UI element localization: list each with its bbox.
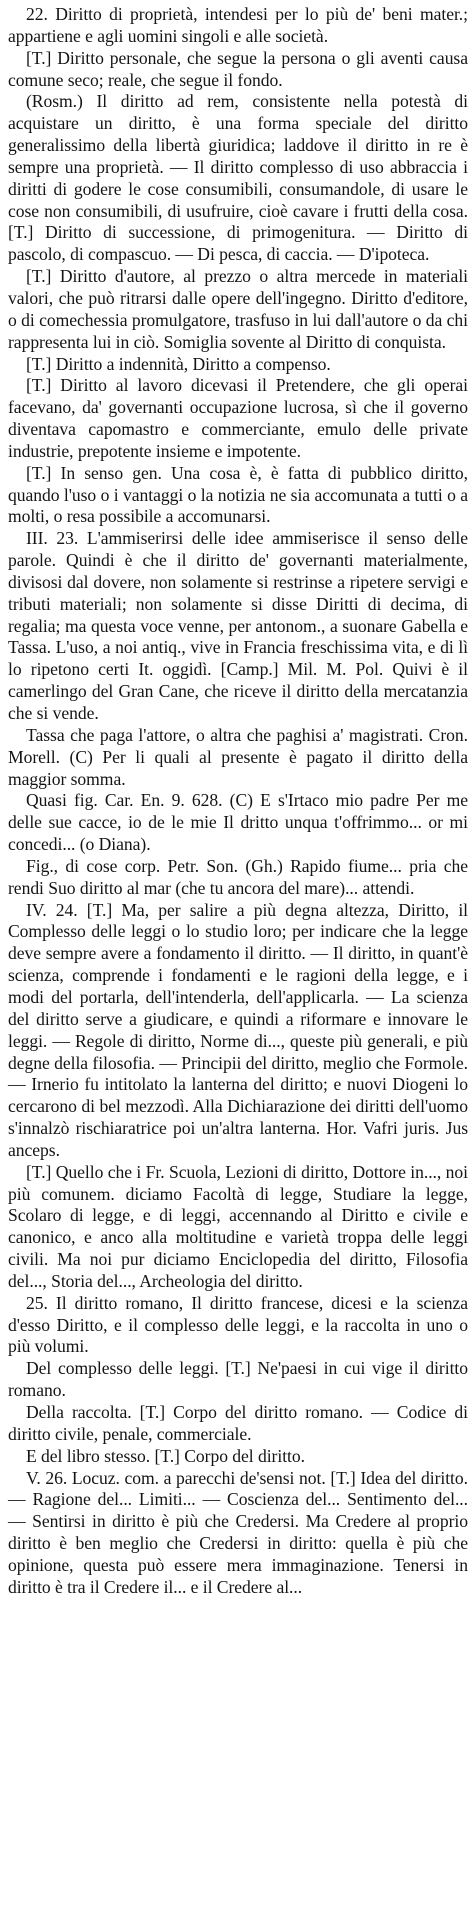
paragraph: E del libro stesso. [T.] Corpo del diritto. — [26, 1445, 305, 1466]
paragraph: Tassa che paga l'attore, o altra che paghisi a' magistrati. Cron. Morell. (C) Per li quali al presente è pagato il diritto della maggior somma. — [8, 724, 468, 789]
paragraph: Fig., di cose corp. Petr. Son. (Gh.) Rapido fiume... pria che rendi Suo diritto al mar (che tu ancora del mare)... attendi. — [8, 855, 468, 898]
paragraph: V. 26. Locuz. com. a parecchi de'sensi not. [T.] Idea del diritto. — Ragione del... Limiti... — Coscienza del... Sentimento del... — Sentirsi in diritto è più che Credersi. Ma Credere al proprio diritto è ben meglio che Credersi in diritto: quella è più che opinione, questa può essere mera immaginazione. Tenersi in diritto è tra il Credere il... e il Credere al... — [8, 1467, 468, 1597]
paragraph: Della raccolta. [T.] Corpo del diritto romano. — Codice di diritto civile, penale, commerciale. — [8, 1402, 468, 1444]
paragraph: [T.] Diritto a indennità, Diritto a compenso. — [26, 353, 331, 374]
paragraph: [T.] In senso gen. Una cosa è, è fatta di pubblico diritto, quando l'uso o i vantaggi o la notizia ne sia accomunata a tutti o a molti, o resa possibile a accomunarsi. — [8, 462, 468, 527]
paragraph: [T.] Diritto personale, che segue la persona o gli aventi causa comune seco; reale, che segue il fondo. — [8, 47, 468, 90]
paragraph: Quasi fig. Car. En. 9. 628. (C) E s'Irtaco mio padre Per me delle sue cacce, io de le mie Il dritto unqua t'offrimmo... or mi concedi... (o Diana). — [8, 790, 468, 855]
paragraph: 25. Il diritto romano, Il diritto francese, dicesi e la scienza d'esso Diritto, e il complesso delle leggi, e la raccolta in uno o più volumi. — [8, 1292, 468, 1357]
paragraph: 22. Diritto di proprietà, intendesi per lo più de' beni mater.; appartiene e agli uomini singoli e alle società. — [8, 4, 468, 46]
paragraph: IV. 24. [T.] Ma, per salire a più degna altezza, Diritto, il Complesso delle leggi o lo studio loro; per indicare che la legge deve sempre avere a fondamento il diritto. — Il diritto, in quant'è scienza, comprende i fondamenti e le ragioni della legge, e i modi del portarla, dell'intenderla, dell'applicarla. — La scienza del diritto serve a giudicare, e quindi a riformare e innovare le leggi. — Regole di diritto, Norme di..., queste più generali, e più degne della filosofia. — Principii del diritto, meglio che Formole. — Irnerio fu intitolato la lanterna del diritto; e nuovi Diogeni lo cercarono di bel mezzodì. Alla Dichiarazione dei diritti dell'uomo s'innalzò rischiaratrice poi un'altra lanterna. Hor. Vafri juris. Jus anceps. — [8, 899, 468, 1160]
paragraph: (Rosm.) Il diritto ad rem, consistente nella potestà di acquistare un diritto, è una forma speciale del diritto generalissimo della libertà giuridica; laddove il diritto in re è sempre una proprietà. — Il diritto complesso di uso abbraccia i diritti di godere le cose consumibili, consumandole, di usare le cose non consumibili, di usufruire, cioè cavare i frutti della cosa. [T.] Diritto di successione, di primogenitura. — Diritto di pascolo, di compascuo. — Di pesca, di caccia. — D'ipoteca. — [8, 91, 468, 265]
paragraph: [T.] Diritto d'autore, al prezzo o altra mercede in materiali valori, che può ritrarsi dalle opere dell'ingegno. Diritto d'editore, o di comechessia promulgatore, trasfuso in lui dall'autore o da chi rappresenta lui in ciò. Somiglia sovente al Diritto di conquista. — [8, 266, 468, 352]
paragraph: [T.] Quello che i Fr. Scuola, Lezioni di diritto, Dottore in..., noi più comunem. diciamo Facoltà di legge, Studiare la legge, Scolaro di legge, e di leggi, accennando al Diritto e civile e canonico, e anco alla moltitudine e varietà troppa delle leggi civili. Ma noi pur diciamo Enciclopedia del diritto, Filosofia del..., Storia del..., Archeologia del diritto. — [8, 1161, 468, 1291]
paragraph: [T.] Diritto al lavoro dicevasi il Pretendere, che gli operai facevano, da' governanti occupazione lucrosa, sì che il governo diventava capomastro e commerciante, emulo delle private industrie, prepotente insieme e impotente. — [8, 375, 468, 461]
paragraph: III. 23. L'ammiserirsi delle idee ammiserisce il senso delle parole. Quindi è che il diritto de' governanti materialmente, divisosi dal dovere, non solamente si restrinse a ripetere servigi e tributi materiali; non solamente si disse Diritti di decima, di regalia; ma questa voce venne, per antonom., a suonare Gabella e Tassa. L'uso, a noi antiq., vive in Francia freschissima vita, e di lì lo ripetono certi It. oggidì. [Camp.] Mil. M. Pol. Quivi è il camerlingo del Gran Cane, che riceve il diritto della mercatanzia che si vende. — [8, 528, 468, 723]
paragraph: Del complesso delle leggi. [T.] Ne'paesi in cui vige il diritto romano. — [8, 1358, 468, 1401]
